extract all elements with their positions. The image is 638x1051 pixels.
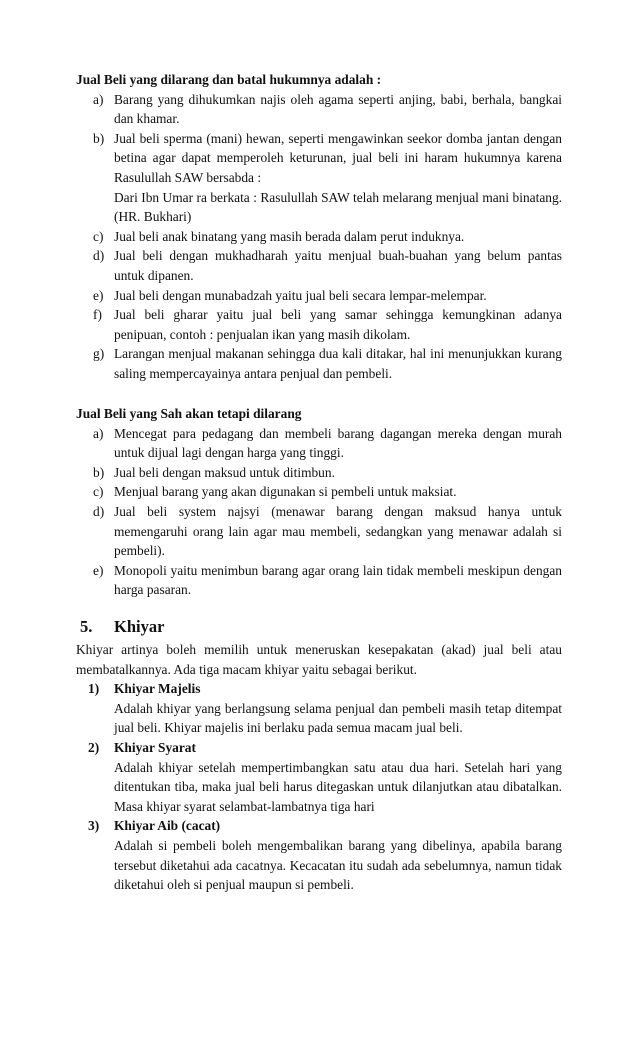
list-item-text: Larangan menjual makanan sehingga dua kali ditakar, hal ini menunjukkan kurang saling mempercayainya antara penjual dan pembeli. bbox=[114, 346, 562, 381]
list-item-text: Jual beli gharar yaitu jual beli yang samar sehingga kemungkinan adanya penipuan, contoh : penjualan ikan yang masih dikolam. bbox=[114, 307, 562, 342]
list-item-text: Mencegat para pedagang dan membeli barang dagangan mereka dengan murah untuk dijual lagi dengan harga yang tinggi. bbox=[114, 425, 562, 461]
list-item-text: Jual beli anak binatang yang masih berada dalam perut induknya. bbox=[114, 228, 465, 244]
khiyar-type-title: Khiyar Majelis bbox=[114, 681, 201, 697]
section-title: Jual Beli yang Sah akan tetapi dilarang bbox=[76, 406, 302, 421]
list-item-text: Monopoli yaitu menimbun barang agar orang lain tidak membeli meskipun dengan harga pasaran. bbox=[114, 562, 562, 598]
list-item-text: Jual beli system najsyi (menawar barang dengan maksud hanya untuk memengaruhi orang lain agar mau membeli, sedangkan yang menawar adalah si pembeli). bbox=[114, 503, 562, 559]
list-item bbox=[76, 344, 562, 383]
section-number: 5. bbox=[80, 617, 93, 636]
list-item-text: Barang yang dihukumkan najis oleh agama seperti anjing, babi, berhala, bangkai dan khamar. bbox=[114, 91, 562, 127]
list-marker: c) bbox=[93, 228, 104, 244]
hadith-quote: Dari Ibn Umar ra berkata : Rasulullah SAW telah melarang menjual mani binatang. (HR. Bukhari) bbox=[114, 189, 562, 225]
list-item bbox=[76, 227, 562, 247]
khiyar-type-text: Adalah si pembeli boleh mengembalikan barang yang dibelinya, apabila barang tersebut diketahui ada cacatnya. Kecacatan itu sudah ada sebelumnya, namun tidak diketahui oleh si penjual maupun si pembeli. bbox=[114, 837, 562, 893]
list-marker: f) bbox=[93, 307, 102, 323]
list-item bbox=[76, 561, 562, 600]
list-item-text: Jual beli dengan maksud untuk ditimbun. bbox=[114, 464, 335, 480]
list-item bbox=[76, 90, 562, 129]
list-marker: e) bbox=[93, 562, 104, 578]
list-item bbox=[76, 816, 562, 894]
section-heading-khiyar bbox=[80, 616, 164, 638]
section-heading-text: Khiyar bbox=[114, 617, 165, 636]
list-item bbox=[76, 305, 562, 344]
list-marker: a) bbox=[93, 91, 104, 107]
list-marker: d) bbox=[93, 503, 105, 519]
list-marker: d) bbox=[93, 248, 105, 264]
list-item-text: Menjual barang yang akan digunakan si pembeli untuk maksiat. bbox=[114, 484, 457, 500]
list-marker: 2) bbox=[88, 739, 100, 755]
list-marker: 3) bbox=[88, 818, 100, 834]
list-marker: e) bbox=[93, 287, 104, 303]
list-item bbox=[76, 463, 562, 483]
khiyar-type-title: Khiyar Syarat bbox=[114, 739, 196, 755]
list-item-text: Jual beli sperma (mani) hewan, seperti mengawinkan seekor domba jantan dengan betina agar dapat memperoleh keturunan, jual beli ini haram hukumnya karena Rasulullah SAW bersabda : bbox=[114, 130, 562, 185]
section-valid-but-forbidden bbox=[76, 404, 562, 600]
list-marker: a) bbox=[93, 425, 104, 441]
list-item bbox=[76, 286, 562, 306]
section-khiyar-body bbox=[76, 640, 562, 895]
section-title: Jual Beli yang dilarang dan batal hukumnya adalah : bbox=[76, 72, 382, 87]
list-item bbox=[76, 246, 562, 285]
khiyar-type-title: Khiyar Aib (cacat) bbox=[114, 818, 221, 834]
list-marker: b) bbox=[93, 130, 105, 146]
list-item bbox=[76, 679, 562, 738]
section-forbidden-sales bbox=[76, 70, 562, 384]
khiyar-type-text: Adalah khiyar yang berlangsung selama penjual dan pembeli masih tetap ditempat jual beli. Khiyar majelis ini berlaku pada semua macam jual beli. bbox=[114, 700, 562, 736]
valid-forbidden-list bbox=[76, 424, 562, 600]
list-marker: 1) bbox=[88, 681, 100, 697]
list-marker: g) bbox=[93, 346, 105, 362]
list-item bbox=[76, 129, 562, 227]
list-item-text: Jual beli dengan mukhadharah yaitu menjual buah-buahan yang belum pantas untuk dipanen. bbox=[114, 248, 562, 283]
forbidden-list bbox=[76, 90, 562, 384]
list-item bbox=[76, 738, 562, 816]
khiyar-list bbox=[76, 679, 562, 895]
list-item bbox=[76, 424, 562, 463]
list-marker: b) bbox=[93, 464, 105, 480]
khiyar-type-text: Adalah khiyar setelah mempertimbangkan satu atau dua hari. Setelah hari yang ditentukan tiba, maka jual beli harus ditegaskan untuk dilanjutkan atau dibatalkan. Masa khiyar syarat selambat-lambatnya tiga hari bbox=[114, 759, 562, 814]
list-item bbox=[76, 482, 562, 502]
list-item-text: Jual beli dengan munabadzah yaitu jual beli secara lempar-melempar. bbox=[114, 287, 487, 303]
list-item bbox=[76, 502, 562, 561]
list-marker: c) bbox=[93, 484, 104, 500]
khiyar-intro-paragraph: Khiyar artinya boleh memilih untuk meneruskan kesepakatan (akad) jual beli atau membatalkannya. Ada tiga macam khiyar yaitu sebagai berikut. bbox=[76, 642, 562, 677]
